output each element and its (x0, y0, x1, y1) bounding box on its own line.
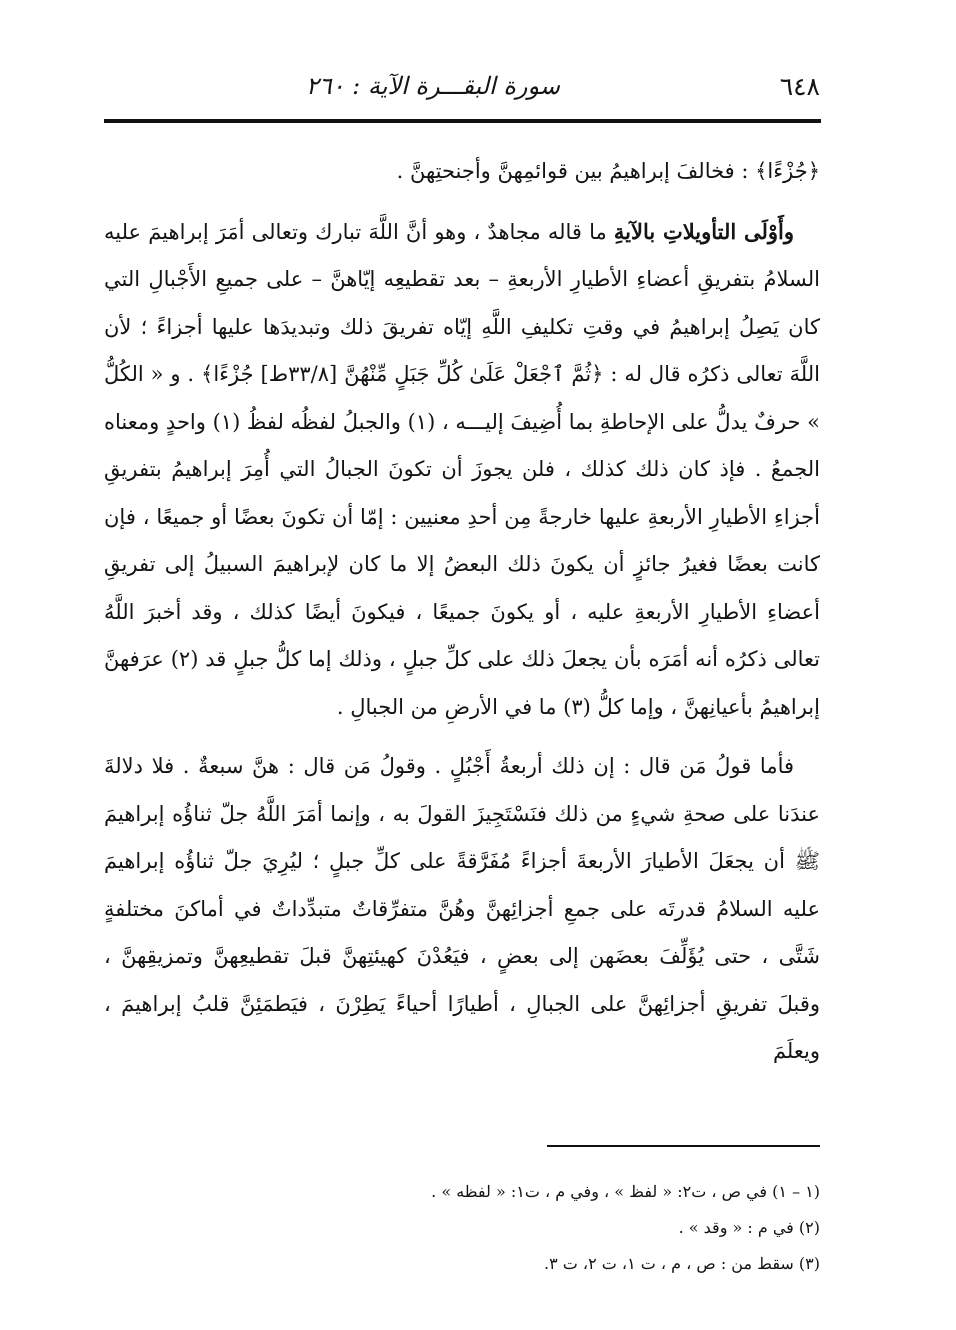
paragraph-3 (104, 743, 820, 1076)
footnotes (104, 1174, 820, 1282)
paragraph-1-text: ﴿جُزْءًا﴾ : فخالفَ إبراهيمُ بين قوائمِهنَّ وأجنحتِهنَّ . (396, 159, 820, 183)
main-text (104, 148, 820, 1076)
footnote-2: (٢) في م : « وقد » . (678, 1218, 820, 1237)
footnote-3: (٣) سقط من : ص ، م ، ت ١، ت ٢، ت ٣. (543, 1254, 820, 1273)
header-rule (104, 119, 821, 123)
running-head: سورة البقـــرة الآية : ٢٦٠ (305, 72, 560, 100)
paragraph-3-text: فأما قولُ مَن قال : إن ذلك أربعةُ أَجْبُلٍ . وقولُ مَن قال : هنَّ سبعةٌ . فلا دلالةَ عندَنا على صحةِ شيءٍ من ذلك فنَسْتَجِيزَ القولَ به ، وإنما أمَرَ اللَّهُ جلّ ثناؤُه إبراهيمَ ﷺ أن يجعَلَ الأطيارَ الأربعةَ أجزاءً مُفَرَّقةً على كلِّ جبلٍ ؛ ليُرِيَ جلّ ثناؤُه إبراهيمَ عليه السلامُ قدرتَه على جمعِ أجزائِهنَّ وهُنَّ متفرِّقاتٌ متبدِّداتٌ في أماكنَ مختلفةٍ شَتَّى ، حتى يُؤَلِّفَ بعضَهن إلى بعضٍ ، فيَعُدْنَ كهيئتِهنَّ قبلَ تقطيعِهنَّ وتمزيقِهنَّ ، وقبلَ تفريقِ أجزائِهنَّ على الجبالِ ، أطيارًا أحياءً يَطِرْنَ ، فيَطمَئِنَّ قلبُ إبراهيمَ ، ويعلَمَ (104, 754, 820, 1063)
paragraph-2-text: ما قاله مجاهدٌ ، وهو أنَّ اللَّهَ تبارك وتعالى أمَرَ إبراهيمَ عليه السلامُ بتفريقِ أعضاءِ الأطيارِ الأربعةِ – بعد تقطيعِه إيّاهنَّ – على جميعِ الأَجْبالِ التي كان يَصِلُ إبراهيمُ في وقتِ تكليفِ اللَّهِ إيّاه تفريقَ ذلك وتبديدَها عليها أجزاءً ؛ لأن اللَّهَ تعالى ذكرُه قال له : ﴿ثُمَّ ٱجْعَلْ عَلَىٰ كُلِّ جَبَلٍ مِّنْهُنَّ [٣٣/٨ط] جُزْءًا﴾ . و « الكُلُّ » حرفٌ يدلُّ على الإحاطةِ بما أُضِيفَ إليـــه ، (١) والجبلُ لفظُه لفظُ (١) واحدٍ ومعناه الجمعُ . فإذ كان ذلك كذلك ، فلن يجوزَ أن تكونَ الجبالُ التي أُمِرَ إبراهيمُ بتفريقِ أجزاءِ الأطيارِ الأربعةِ عليها خارجةً مِن أحدِ معنيين : إمّا أن تكونَ بعضًا أو جميعًا ، فإن كانت بعضًا فغيرُ جائزٍ أن يكونَ ذلك البعضُ إلا ما كان لإبراهيمَ السبيلُ إلى تفريقِ أعضاءِ الأطيارِ الأربعةِ عليه ، أو يكونَ جميعًا ، فيكونَ أيضًا كذلك ، وقد أخبرَ اللَّهُ تعالى ذكرُه أنه أمَرَه بأن يجعلَ ذلك على كلِّ جبلٍ ، وذلك إما كلُّ جبلٍ قد (٢) عرَفهنَّ إبراهيمُ بأعيانِهنَّ ، وإما كلُّ (٣) ما في الأرضِ من الجبالِ . (103, 219, 820, 719)
footnote-1: (١ – ١) في ص ، ت٢: « لفظ » ، وفي م ، ت١: « لفظه » . (431, 1182, 820, 1201)
footnote-rule (547, 1145, 820, 1147)
paragraph-2-lead: وأَوْلَى التأويلاتِ بالآيةِ (613, 218, 795, 244)
paragraph-2 (104, 208, 820, 732)
paragraph-1 (104, 148, 820, 196)
page-header (100, 66, 820, 106)
page-number: ٦٤٨ (779, 72, 820, 101)
